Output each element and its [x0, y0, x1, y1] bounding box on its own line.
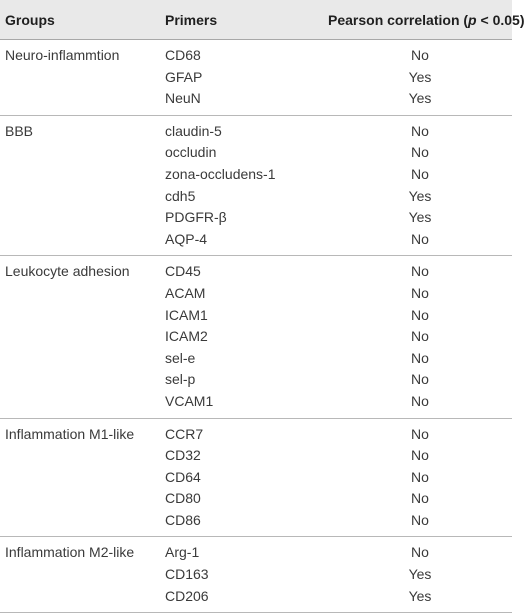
result-cell: No: [411, 230, 429, 247]
group-name-empty: [0, 283, 160, 305]
header-primers: Primers: [160, 0, 328, 40]
table-row: [0, 369, 512, 391]
result-cell: No: [411, 144, 429, 161]
primer-cell: ICAM2: [165, 328, 208, 345]
table-row: [0, 391, 512, 418]
result-cell: No: [411, 447, 429, 464]
table-row: [0, 467, 512, 489]
result-cell: Yes: [408, 209, 432, 226]
group-neuro-inflammation: [0, 40, 512, 116]
group-name-empty: [0, 391, 160, 418]
result-cell: No: [411, 349, 429, 366]
group-name-empty: [0, 142, 160, 164]
primer-cell: CD86: [165, 511, 201, 528]
group-name: Inflammation M1-like: [0, 418, 160, 445]
primer-cell: Arg-1: [160, 537, 328, 564]
table-row: [0, 348, 512, 370]
result-cell: Yes: [328, 586, 512, 613]
table-row: [0, 40, 512, 67]
header-pearson-suffix: < 0.05): [476, 11, 524, 28]
group-name-empty: [0, 164, 160, 186]
table-row: [0, 186, 512, 208]
group-name-empty: [0, 186, 160, 208]
group-name-empty: [0, 510, 160, 537]
group-name-empty: [0, 67, 160, 89]
group-inflammation-m1-like: [0, 418, 512, 537]
result-cell: No: [328, 40, 512, 67]
primer-cell: occludin: [165, 144, 217, 161]
primer-cell: CD45: [160, 256, 328, 283]
table-row: [0, 510, 512, 537]
table-row: [0, 256, 512, 283]
primer-cell: CCR7: [160, 418, 328, 445]
result-cell: Yes: [408, 187, 432, 204]
primer-cell: CD32: [165, 447, 201, 464]
table-row: [0, 283, 512, 305]
primer-cell: AQP-4: [165, 230, 208, 247]
table-row: [0, 88, 512, 115]
group-name-empty: [0, 207, 160, 229]
header-pearson-p: p: [468, 11, 477, 28]
group-name-empty: [0, 88, 160, 115]
group-name-empty: [0, 564, 160, 586]
primer-cell: CD68: [160, 40, 328, 67]
result-cell: Yes: [408, 90, 432, 107]
group-name-empty: [0, 326, 160, 348]
result-cell: No: [411, 284, 429, 301]
primer-cell: cdh5: [165, 187, 196, 204]
header-groups: Groups: [0, 0, 160, 40]
result-cell: No: [411, 306, 429, 323]
group-name-empty: [0, 305, 160, 327]
table-row: [0, 67, 512, 89]
result-cell: No: [411, 468, 429, 485]
result-cell: No: [411, 371, 429, 388]
primer-cell: sel-e: [165, 349, 196, 366]
primer-cell: claudin-5: [160, 115, 328, 142]
primer-cell: ICAM1: [165, 306, 208, 323]
table-row: [0, 142, 512, 164]
group-name: Leukocyte adhesion: [0, 256, 160, 283]
result-cell: No: [411, 511, 429, 528]
group-name: Inflammation M2-like: [0, 537, 160, 564]
table-row: [0, 305, 512, 327]
table-row: [0, 418, 512, 445]
result-cell: Yes: [408, 566, 432, 583]
header-pearson-prefix: Pearson correlation (: [328, 11, 469, 28]
result-cell: No: [328, 256, 512, 283]
primer-cell: CD163: [165, 566, 209, 583]
table-row: [0, 229, 512, 256]
primer-cell: VCAM1: [165, 392, 214, 409]
table-row: [0, 164, 512, 186]
result-cell: No: [411, 165, 429, 182]
primer-cell: ACAM: [165, 284, 206, 301]
table-row: [0, 115, 512, 142]
table-row: [0, 488, 512, 510]
table-row: [0, 207, 512, 229]
group-name-empty: [0, 586, 160, 613]
group-inflammation-m2-like: [0, 537, 512, 613]
group-name: Neuro-inflammtion: [0, 40, 160, 67]
primer-cell: CD80: [165, 490, 201, 507]
table-row: [0, 537, 512, 564]
table-row: [0, 564, 512, 586]
group-name-empty: [0, 445, 160, 467]
table-header: [0, 0, 524, 40]
table-row: [0, 445, 512, 467]
result-cell: No: [411, 392, 429, 409]
primer-cell: CD64: [165, 468, 201, 485]
primer-cell: CD206: [160, 586, 328, 613]
primer-cell: NeuN: [165, 90, 201, 107]
primer-cell: sel-p: [165, 371, 196, 388]
primer-cell: zona-occludens-1: [165, 165, 276, 182]
result-cell: No: [328, 115, 512, 142]
group-name-empty: [0, 229, 160, 256]
primer-cell: GFAP: [165, 68, 203, 85]
result-cell: No: [328, 418, 512, 445]
group-bbb: [0, 115, 512, 256]
group-name-empty: [0, 467, 160, 489]
group-leukocyte-adhesion: [0, 256, 512, 418]
primer-cell: PDGFR-β: [165, 209, 227, 226]
header-row: [0, 0, 512, 40]
table-row: [0, 586, 512, 613]
group-name: BBB: [0, 115, 160, 142]
table-row: [0, 326, 512, 348]
result-cell: No: [411, 490, 429, 507]
result-cell: No: [328, 537, 512, 564]
group-name-empty: [0, 369, 160, 391]
result-cell: Yes: [408, 68, 432, 85]
header-pearson-correlation: [328, 0, 524, 40]
group-name-empty: [0, 488, 160, 510]
result-cell: No: [411, 328, 429, 345]
group-name-empty: [0, 348, 160, 370]
